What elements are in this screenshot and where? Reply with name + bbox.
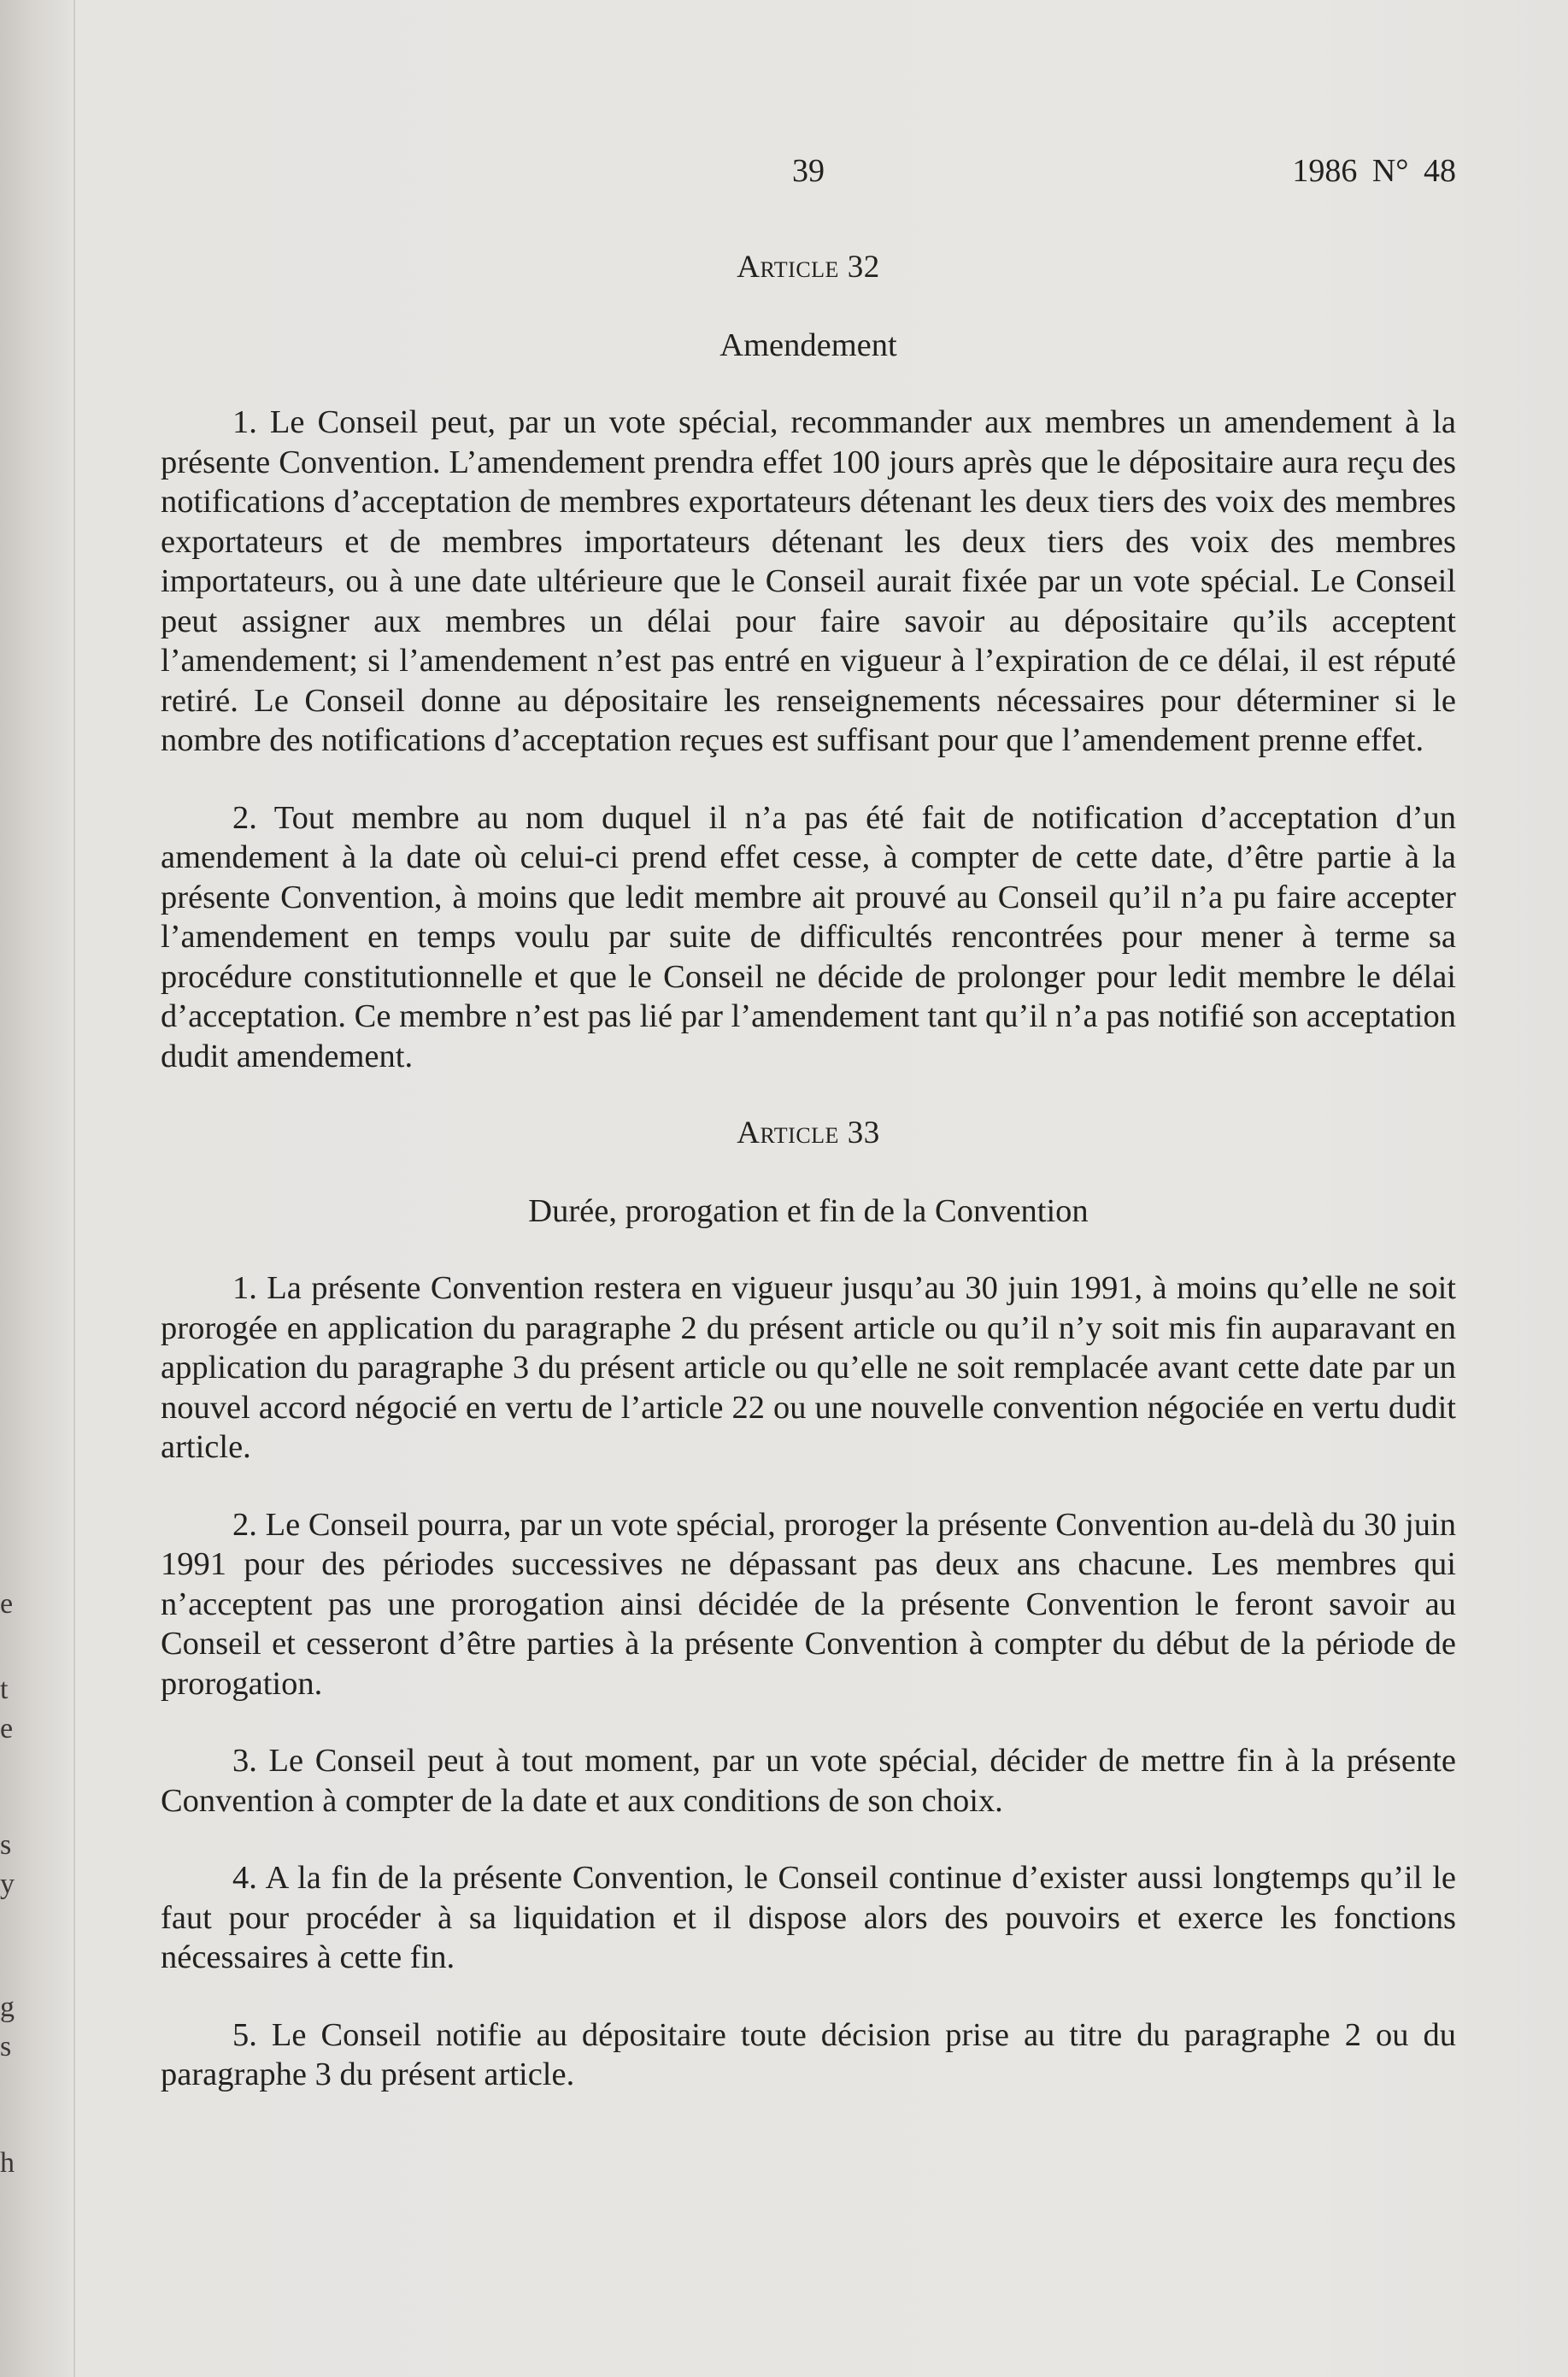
paragraph: 4. A la fin de la présente Convention, le Conseil continue d’exister aussi longtemps qu’il le faut pour procéder à sa liquidation et il dispose alors des pouvoirs et exerce les fonctions nécessaires à cette fin. bbox=[161, 1860, 1456, 1975]
paragraph: 2. Tout membre au nom duquel il n’a pas été fait de notification d’acceptation d’un amendement à la date où celui-ci prend effet cesse, à compter de cette date, d’être partie à la présente Convention, à moins que ledit membre ait prouvé au Conseil qu’il n’a pu faire accepter l’amendement en temps voulu par suite de difficultés rencontrées pour mener à terme sa procédure constitutionnelle et que le Conseil ne décide de prolonger pour ledit membre le délai d’acceptation. Ce membre n’est pas lié par l’amendement tant qu’il n’a pas notifié son acceptation dudit amendement. bbox=[161, 799, 1456, 1074]
page-number: 39 bbox=[792, 153, 825, 189]
article-title: Durée, prorogation et fin de la Convention bbox=[528, 1192, 1089, 1229]
series-reference: 1986 N° 48 bbox=[1292, 153, 1456, 189]
paragraph: 2. Le Conseil pourra, par un vote spécial, proroger la présente Convention au-delà du 30 juin 1991 pour des périodes successives ne dépassant pas deux ans chacune. Les membres qui n’acceptent pas une prorogation ainsi décidée de la présente Convention le feront savoir au Conseil et cesseront d’être parties à la présente Convention à compter du début de la période de prorogation. bbox=[161, 1506, 1456, 1702]
gutter-fragment: h bbox=[0, 2147, 15, 2179]
article-heading-text: Article 33 bbox=[737, 1115, 880, 1150]
paragraph: 1. La présente Convention restera en vigueur jusqu’au 30 juin 1991, à moins qu’elle ne soit prorogée en application du paragraphe 2 du présent article ou qu’il n’y soit mis fin auparavant en application du paragraphe 3 du présent article ou qu’elle ne soit remplacée avant cette date par un nouvel accord négocié en vertu de l’article 22 ou une nouvelle convention négociée en vertu dudit article. bbox=[161, 1270, 1456, 1465]
running-header bbox=[161, 152, 1456, 195]
gutter-fragment: s bbox=[0, 1829, 12, 1861]
facing-page-letter-fragments bbox=[0, 0, 17, 2377]
article-heading bbox=[161, 1114, 1456, 1154]
gutter-fragment: s bbox=[0, 2031, 12, 2062]
article-title: Amendement bbox=[719, 327, 897, 363]
gutter-fragment: y bbox=[0, 1868, 15, 1900]
gutter-fragment: t bbox=[0, 1674, 9, 1705]
gutter-fragment: e bbox=[0, 1713, 14, 1745]
paragraph: 1. Le Conseil peut, par un vote spécial, recommander aux membres un amendement à la présente Convention. L’amendement prendra effet 100 jours après que le dépositaire aura reçu des notifications d’acceptation de membres exportateurs détenant les deux tiers des voix des membres exportateurs et de membres importateurs détenant les deux tiers des voix des membres importateurs, ou à une date ultérieure que le Conseil aurait fixée par un vote spécial. Le Conseil peut assigner aux membres un délai pour faire savoir au dépositaire qu’ils acceptent l’amendement; si l’amendement n’est pas entré en vigueur à l’expiration de ce délai, il est réputé retiré. Le Conseil donne au dépositaire les renseignements nécessaires pour déterminer si le nombre des notifications d’acceptation reçues est suffisant pour que l’amendement prenne effet. bbox=[161, 404, 1456, 758]
document-body bbox=[161, 248, 1456, 2133]
paragraph: 5. Le Conseil notifie au dépositaire toute décision prise au titre du paragraphe 2 ou du paragraphe 3 du présent article. bbox=[161, 2016, 1456, 2092]
article-33-section bbox=[161, 1114, 1456, 2095]
gutter-fragment: e bbox=[0, 1588, 14, 1620]
article-32-section bbox=[161, 248, 1456, 1076]
article-heading-text: Article 32 bbox=[737, 250, 880, 285]
paragraph: 3. Le Conseil peut à tout moment, par un vote spécial, décider de mettre fin à la présente Convention à compter de la date et aux conditions de son choix. bbox=[161, 1743, 1456, 1819]
article-heading bbox=[161, 248, 1456, 288]
gutter-fragment: g bbox=[0, 1992, 15, 2023]
page-fold-line bbox=[73, 0, 75, 2377]
